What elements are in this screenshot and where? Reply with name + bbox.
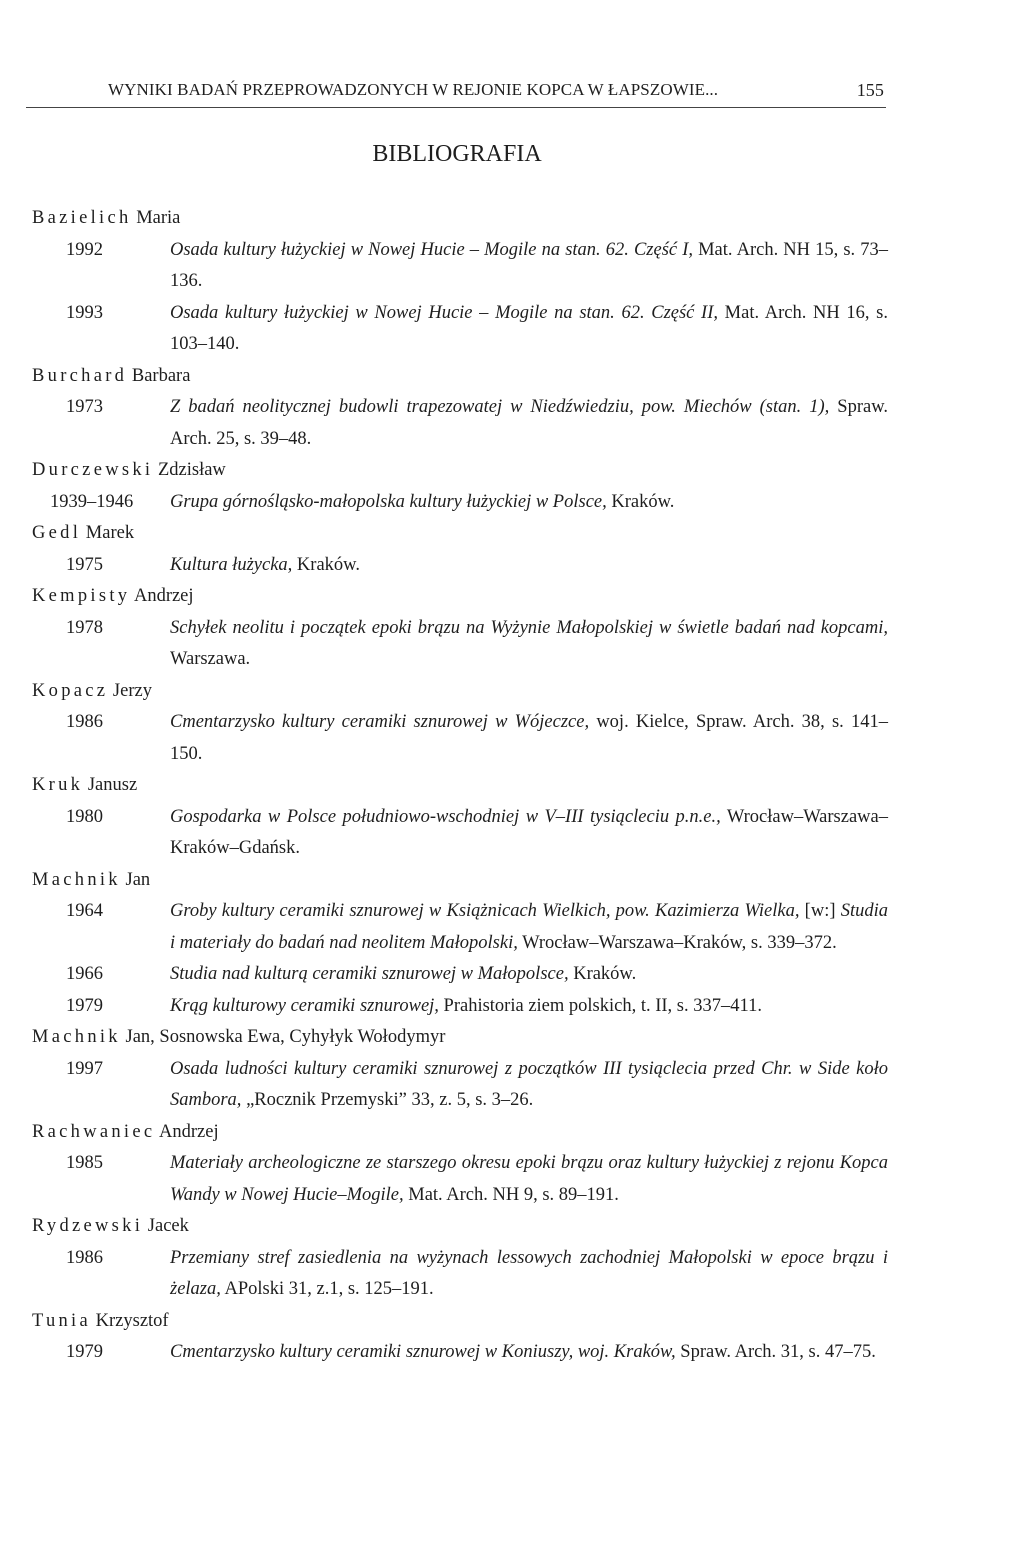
author-given-name: Andrzej (159, 1121, 219, 1142)
entry-year: 1986 (66, 1247, 103, 1268)
entry-title: Schyłek neolitu i początek epoki brązu na Wyżynie Małopolskiej w świetle badań nad kopcami, (170, 617, 888, 638)
author-heading (32, 770, 1024, 802)
author-surname: Machnik (32, 1027, 121, 1047)
author-given-name: Maria (136, 208, 181, 228)
entry-reference (170, 1337, 888, 1369)
entry-year: 1985 (66, 1153, 103, 1173)
entry-year: 1986 (66, 712, 103, 732)
author-heading (32, 865, 1024, 897)
author-heading (32, 455, 1024, 487)
bibliography-entry (0, 1243, 1024, 1306)
entry-reference (170, 707, 888, 770)
entry-title: Materiały archeologiczne ze starszego okresu epoki brązu oraz kultury łużyckiej z rejonu Kopca Wandy w Nowej Hucie–Mogile, (170, 1153, 888, 1205)
entry-title: Osada ludności kultury ceramiki sznurowej z początków III tysiąclecia przed Chr. w Side koło Sambora, (170, 1058, 888, 1110)
co-authors: Sosnowska Ewa, Cyhyłyk Wołodymyr (159, 1027, 446, 1047)
author-surname: Rydzewski (32, 1216, 144, 1236)
entry-publication: Wrocław–Warszawa–Kraków–Gdańsk. (170, 806, 888, 858)
author-surname: Rachwaniec (32, 1121, 156, 1142)
bibliography-list (0, 203, 1024, 1369)
entry-reference (170, 550, 888, 582)
entry-reference (170, 1148, 888, 1211)
entry-publication: APolski 31, z.1, s. 125–191. (224, 1279, 434, 1299)
author-surname: Gedl (32, 523, 82, 543)
author-surname: Bazielich (32, 208, 132, 228)
author-given-name: Jacek (147, 1216, 189, 1236)
author-surname: Kopacz (32, 680, 109, 701)
page-number: 155 (856, 80, 884, 100)
entry-publication: Kraków. (611, 491, 675, 512)
entry-publication: „Rocznik Przemyski” 33, z. 5, s. 3–26. (246, 1090, 534, 1110)
entry-title: Grupa górnośląsko-małopolska kultury łużyckiej w Polsce, (170, 491, 607, 512)
entry-publication: Mat. Arch. NH 16, s. 103–140. (170, 302, 888, 354)
entry-title: Osada kultury łużyckiej w Nowej Hucie – Mogile na stan. 62. Część I, (170, 239, 694, 260)
author-surname: Machnik (32, 869, 121, 890)
entry-reference (170, 613, 888, 676)
author-given-name: Marek (85, 523, 135, 543)
author-surname: Burchard (32, 365, 128, 386)
entry-title: Studia nad kulturą ceramiki sznurowej w Małopolsce, (170, 964, 569, 984)
author-heading (32, 1117, 1024, 1149)
author-surname: Tunia (32, 1310, 92, 1331)
entry-publication: Warszawa. (170, 649, 251, 669)
entry-year: 1980 (66, 806, 103, 827)
entry-title: Gospodarka w Polsce południowo-wschodniej w V–III tysiącleciu p.n.e., (170, 806, 721, 827)
entry-publication: Prahistoria ziem polskich, t. II, s. 337–411. (443, 995, 762, 1016)
bibliography-entry (0, 298, 1024, 361)
entry-title: Z badań neolitycznej budowli trapezowatej w Niedźwiedziu, pow. Miechów (stan. 1), (170, 397, 830, 417)
section-title: BIBLIOGRAFIA (372, 141, 542, 167)
bibliography-entry (0, 613, 1024, 676)
entry-publication: Kraków. (296, 554, 360, 575)
author-heading (32, 581, 1024, 613)
entry-year: 1993 (66, 302, 103, 323)
entry-title: Krąg kulturowy ceramiki sznurowej, (170, 995, 439, 1016)
author-surname: Kruk (32, 775, 84, 795)
author-heading (32, 518, 1024, 550)
bibliography-entry (0, 707, 1024, 770)
entry-title: Cmentarzysko kultury ceramiki sznurowej w Koniuszy, woj. Kraków, (170, 1342, 676, 1362)
author-given-name: Jerzy (112, 680, 152, 701)
author-heading (32, 203, 1024, 235)
bibliography-entry (0, 1148, 1024, 1211)
entry-year: 1979 (66, 995, 103, 1016)
entry-reference (170, 896, 888, 959)
header-rule (26, 107, 886, 108)
author-heading (32, 361, 1024, 393)
entry-reference (170, 959, 888, 991)
author-given-name: Zdzisław (157, 460, 226, 480)
entry-publication: Kraków. (573, 964, 637, 984)
entry-publication: Mat. Arch. NH 15, s. 73–136. (170, 239, 889, 291)
entry-title: Groby kultury ceramiki sznurowej w Książnicach Wielkich, pow. Kazimierza Wielka, (170, 901, 800, 921)
bibliography-entry (0, 235, 1024, 298)
entry-title: Kultura łużycka, (170, 554, 293, 575)
bibliography-entry (0, 1054, 1024, 1117)
bibliography-entry (0, 1337, 1024, 1369)
author-given-name: Janusz (87, 775, 138, 795)
bibliography-entry (0, 487, 1024, 519)
author-given-name: Barbara (131, 365, 191, 386)
entry-reference (170, 802, 888, 865)
entry-reference (170, 298, 888, 361)
bibliography-entry (0, 896, 1024, 959)
entry-year: 1997 (66, 1058, 103, 1079)
author-heading (32, 1211, 1024, 1243)
bibliography-entry (0, 802, 1024, 865)
entry-year: 1992 (66, 239, 103, 260)
bibliography-entry (0, 959, 1024, 991)
entry-title: Cmentarzysko kultury ceramiki sznurowej w Wójeczce, (170, 712, 590, 732)
entry-publication: Spraw. Arch. 25, s. 39–48. (170, 397, 888, 449)
bibliography-entry (0, 550, 1024, 582)
bibliography-entry (0, 991, 1024, 1023)
author-surname: Durczewski (32, 460, 154, 480)
entry-reference (170, 487, 888, 519)
entry-year: 1966 (66, 964, 103, 984)
author-given-name: Andrzej (133, 586, 194, 606)
entry-publication: Spraw. Arch. 31, s. 47–75. (680, 1342, 876, 1362)
author-surname: Kempisty (32, 586, 131, 606)
entry-publication-secondary: Wrocław–Warszawa–Kraków, s. 339–372. (522, 932, 837, 953)
entry-publication: Mat. Arch. NH 9, s. 89–191. (408, 1184, 619, 1205)
entry-publication: [w:] (804, 901, 836, 921)
entry-year: 1975 (66, 554, 103, 575)
author-given-name: Krzysztof (95, 1310, 169, 1331)
bibliography-entry (0, 392, 1024, 455)
author-heading (32, 676, 1024, 708)
author-heading (32, 1306, 1024, 1338)
entry-title: Osada kultury łużyckiej w Nowej Hucie – Mogile na stan. 62. Część II, (170, 302, 718, 323)
entry-reference (170, 1054, 888, 1117)
running-header (108, 80, 886, 100)
entry-year: 1978 (66, 617, 103, 638)
author-heading (32, 1022, 1024, 1054)
entry-title-secondary: Studia i materiały do badań nad neolitem Małopolski, (170, 901, 888, 953)
entry-reference (170, 392, 888, 455)
entry-publication: woj. Kielce, Spraw. Arch. 38, s. 141–150. (170, 712, 889, 764)
entry-year: 1939–1946 (50, 491, 134, 512)
entry-year: 1979 (66, 1342, 103, 1362)
entry-reference (170, 991, 888, 1023)
entry-reference (170, 1243, 888, 1306)
author-given-name: Jan, (125, 1027, 155, 1047)
author-given-name: Jan (125, 869, 151, 890)
entry-title: Przemiany stref zasiedlenia na wyżynach lessowych zachodniej Małopolski w epoce brązu i żelaza, (170, 1247, 888, 1299)
entry-year: 1964 (66, 901, 103, 921)
entry-year: 1973 (66, 397, 103, 417)
entry-reference (170, 235, 888, 298)
running-title: WYNIKI BADAŃ PRZEPROWADZONYCH W REJONIE KOPCA W ŁAPSZOWIE... (108, 80, 719, 99)
